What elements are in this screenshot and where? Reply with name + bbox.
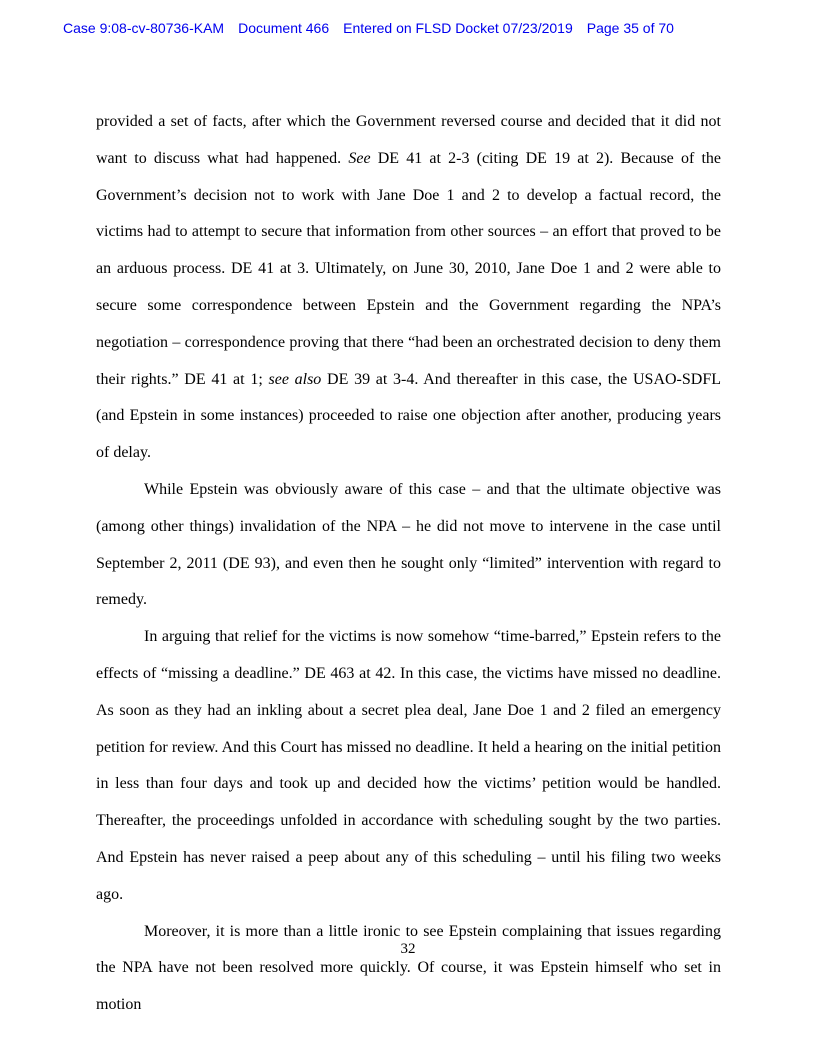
paragraph [96,619,721,913]
italic-citation: see also [268,370,322,388]
ecf-page-indicator: Page 35 of 70 [586,20,674,36]
paragraph [96,104,721,472]
ecf-case-number: Case 9:08-cv-80736-KAM [63,20,225,36]
italic-citation: See [348,149,371,167]
ecf-docket-entry: Entered on FLSD Docket 07/23/2019 [343,20,573,36]
text-run: Moreover, it is more than a little ironic to see Epstein complaining that issues regarding the NPA have not been resolved more quickly. Of course, it was Epstein himself who set in motion [96,922,721,1014]
page-number: 32 [400,941,416,957]
text-run: provided a set of facts, after which the Government reversed course and decided that it did not want to discuss what had happened. [96,113,721,167]
ecf-document-number: Document 466 [238,20,330,36]
paragraph [96,472,721,619]
body-text [96,104,721,1024]
text-run: While Epstein was obviously aware of this case – and that the ultimate objective was (among other things) invalidation of the NPA – he did not move to intervene in the case until September 2, 2011 (DE 93), and even then he sought only “limited” intervention with regard to remedy. [96,480,721,609]
text-run: DE 39 at 3-4. And thereafter in this case, the USAO-SDFL (and Epstein in some instances) proceeded to raise one objection after another, producing years of delay. [96,370,722,462]
text-run: DE 41 at 2-3 (citing DE 19 at 2). Because of the Government’s decision not to work with Jane Doe 1 and 2 to develop a factual record, the victims had to attempt to secure that information from other sources – an effort that proved to be an arduous process. DE 41 at 3. Ultimately, on June 30, 2010, Jane Doe 1 and 2 were able to secure some correspondence between Epstein and the Government regarding the NPA’s negotiation – correspondence proving that there “had been an orchestrated decision to deny them their rights.” DE 41 at 1; [96,149,722,388]
text-run: In arguing that relief for the victims is now somehow “time-barred,” Epstein refers to the effects of “missing a deadline.” DE 463 at 42. In this case, the victims have missed no deadline. As soon as they had an inkling about a secret plea deal, Jane Doe 1 and 2 filed an emergency petition for review. And this Court has missed no deadline. It held a hearing on the initial petition in less than four days and took up and decided how the victims’ petition would be handled. Thereafter, the proceedings unfolded in accordance with scheduling sought by the two parties. And Epstein has never raised a peep about any of this scheduling – until his filing two weeks ago. [96,628,721,903]
paragraph [96,914,721,1024]
ecf-stamp [63,20,674,36]
